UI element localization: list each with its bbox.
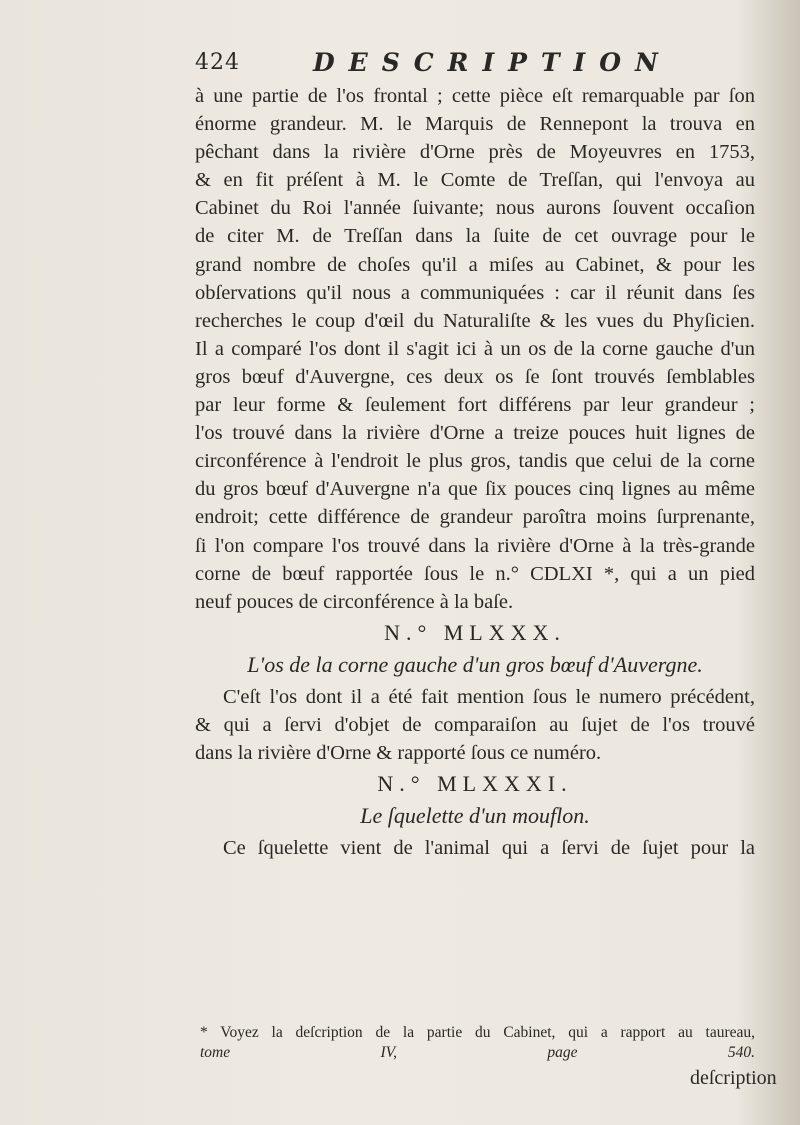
text-line: C'eſt l'os dont il a été fait mention ſous le numero précédent, — [223, 685, 755, 708]
text-line: corne de bœuf rapportée ſous le n.° CDLXI *, qui a un pied — [195, 562, 755, 585]
text-line: dans la rivière d'Orne & rapporté ſous ce numéro. — [195, 742, 602, 765]
body-text — [195, 82, 755, 863]
entry-number: N.° MLXXXI. — [377, 771, 573, 797]
footnote-reference: tome IV, page 540. — [200, 1044, 755, 1061]
text-line: neuf pouces de circonférence à la baſe. — [195, 590, 514, 613]
text-line: & en fit préſent à M. le Comte de Treſſan, qui l'envoya au — [195, 169, 755, 192]
entry-paragraph — [195, 834, 755, 862]
text-line: endroit; cette différence de grandeur paroîtra moins ſurprenante, — [195, 506, 755, 529]
text-line: obſervations qu'il nous a communiquées : car il réunit dans ſes — [195, 281, 755, 304]
entry-paragraph — [195, 683, 755, 767]
text-line: à une partie de l'os frontal ; cette pièce eſt remarquable par ſon — [195, 85, 755, 107]
entry-title: L'os de la corne gauche d'un gros bœuf d'Auvergne. — [247, 651, 703, 677]
footnote — [200, 1023, 755, 1063]
text-line: ſi l'on compare l'os trouvé dans la rivière d'Orne à la très-grande — [195, 534, 755, 557]
paragraph-continuation — [195, 82, 755, 616]
entry-title: Le ſquelette d'un mouflon. — [360, 803, 590, 829]
text-line: l'os trouvé dans la rivière d'Orne a treize pouces huit lignes de — [195, 422, 755, 445]
text-line: recherches le coup d'œil du Naturaliſte & les vues du Phyſicien. — [195, 309, 755, 332]
page-number: 424 — [195, 50, 240, 75]
catchword: deſcription — [690, 1067, 777, 1089]
text-line: par leur forme & ſeulement fort différens par leur grandeur ; — [195, 394, 755, 417]
entry-number: N.° MLXXX. — [384, 619, 566, 645]
text-line: gros bœuf d'Auvergne, ces deux os ſe ſont trouvés ſemblables — [195, 365, 755, 388]
text-line: Il a comparé l'os dont il s'agit ici à un os de la corne gauche d'un — [195, 337, 755, 360]
text-line: circonférence à l'endroit le plus gros, tandis que celui de la corne — [195, 450, 755, 473]
text-line: énorme grandeur. M. le Marquis de Rennepont la trouva en — [195, 113, 755, 136]
running-head: DESCRIPTION — [313, 48, 672, 77]
text-line: pêchant dans la rivière d'Orne près de Moyeuvres en 1753, — [195, 141, 755, 164]
text-line: du gros bœuf d'Auvergne n'a que ſix pouces cinq lignes au même — [195, 478, 755, 501]
text-line: & qui a ſervi d'objet de comparaiſon au ſujet de l'os trouvé — [195, 714, 755, 737]
text-line: grand nombre de choſes qu'il a miſes au Cabinet, & pour les — [195, 253, 755, 276]
text-line: Cabinet du Roi l'année ſuivante; nous aurons ſouvent occaſion — [195, 197, 755, 220]
page-header — [195, 48, 755, 82]
footnote-line: * Voyez la deſcription de la partie du Cabinet, qui a rapport au taureau, — [200, 1024, 755, 1041]
text-line: Ce ſquelette vient de l'animal qui a ſervi de ſujet pour la — [223, 837, 755, 860]
text-line: de citer M. de Treſſan dans la ſuite de cet ouvrage pour le — [195, 225, 755, 248]
